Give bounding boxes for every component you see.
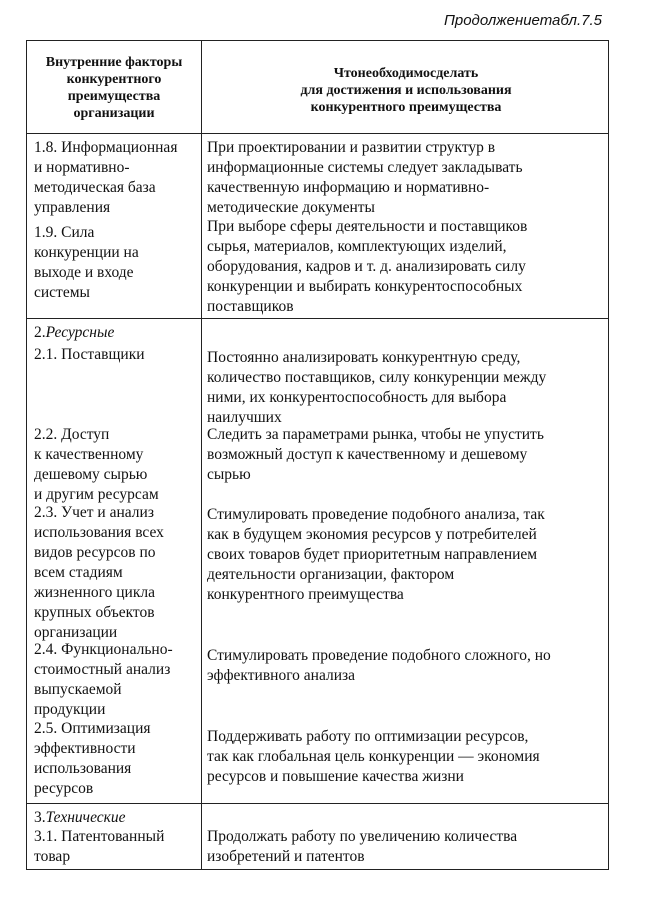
text-line: выпускаемой [34, 681, 122, 698]
section-number: 3. [34, 809, 46, 826]
text-line: 2.4. Функционально- [34, 641, 173, 658]
text-line: товар [34, 848, 71, 865]
action-2-5 [207, 727, 602, 787]
section-number: 2. [34, 324, 46, 341]
action-1-8 [207, 138, 602, 218]
text-line: выходе и входе [34, 264, 134, 281]
text-line: 2.1. Поставщики [34, 346, 145, 363]
text-line: 2.3. Учет и анализ [34, 504, 154, 521]
section-divider-1 [27, 318, 608, 319]
text-line: При проектировании и развитии структур в [207, 139, 496, 156]
factor-1-9 [34, 223, 202, 303]
text-line: информационные системы следует закладывать [207, 159, 523, 176]
text-line: организации [34, 624, 118, 641]
factor-3-1 [34, 827, 202, 867]
text-line: качественную информацию и нормативно- [207, 179, 490, 196]
section-title: Технические [45, 809, 126, 826]
text-line: дешевому сырью [34, 466, 148, 483]
text-line: При выборе сферы деятельности и поставщиков [207, 218, 528, 235]
text-line: управления [34, 199, 111, 216]
text-line: возможный доступ к качественному и дешевому [207, 446, 528, 463]
text-line: стоимостный анализ [34, 661, 171, 678]
header-line: организации [73, 106, 155, 121]
text-line: к качественному [34, 446, 144, 463]
action-2-1 [207, 348, 602, 428]
text-line: всем стадиям [34, 564, 123, 581]
action-1-9 [207, 217, 602, 317]
header-line: для достижения и использования [300, 83, 512, 98]
header-line: конкурентного преимущества [310, 100, 502, 115]
text-line: Стимулировать проведение подобного сложного, но [207, 647, 551, 664]
text-line: так как глобальная цель конкуренции — экономия [207, 748, 540, 765]
text-line: сырью [207, 466, 251, 483]
factor-1-8 [34, 138, 202, 218]
factor-2-3 [34, 503, 202, 643]
text-line: 1.8. Информационная [34, 139, 178, 156]
text-line: ними, их конкурентоспособность для выбора [207, 389, 507, 406]
factor-2-4 [34, 640, 202, 720]
text-line: крупных объектов [34, 604, 155, 621]
text-line: и другим ресурсам [34, 486, 159, 503]
text-line: Постоянно анализировать конкурентную среду, [207, 349, 521, 366]
factor-2-2 [34, 425, 202, 505]
header-line: преимущества [67, 89, 161, 104]
text-line: 1.9. Сила [34, 224, 95, 241]
text-line: Поддерживать работу по оптимизации ресурсов, [207, 728, 529, 745]
header-divider [27, 133, 608, 134]
text-line: сырья, материалов, комплектующих изделий, [207, 238, 507, 255]
text-line: 3.1. Патентованный [34, 828, 165, 845]
action-3-1 [207, 827, 602, 867]
text-line: поставщиков [207, 298, 294, 315]
header-line: конкурентного [66, 72, 162, 87]
factor-2-1 [34, 345, 202, 365]
action-2-2 [207, 425, 602, 485]
text-line: использования [34, 760, 132, 777]
section-title: Ресурсные [45, 324, 115, 341]
text-line: системы [34, 284, 90, 301]
text-line: видов ресурсов по [34, 544, 156, 561]
section-divider-2 [27, 803, 608, 804]
text-line: использования всех [34, 524, 164, 541]
text-line: наилучших [207, 409, 282, 426]
text-line: Стимулировать проведение подобного анализа, так [207, 506, 545, 523]
text-line: Продолжать работу по увеличению количества [207, 828, 518, 845]
text-line: ресурсов [34, 780, 94, 797]
table-caption: Продолжениетабл.7.5 [443, 12, 602, 29]
text-line: деятельности организации, фактором [207, 566, 455, 583]
text-line: методическая база [34, 179, 156, 196]
text-line: продукции [34, 701, 106, 718]
action-2-4 [207, 646, 602, 686]
factors-table [26, 40, 609, 870]
text-line: жизненного цикла [34, 584, 155, 601]
text-line: ресурсов и повышение качества жизни [207, 768, 464, 785]
text-line: 2.5. Оптимизация [34, 720, 151, 737]
text-line: оборудования, кадров и т. д. анализировать силу [207, 258, 526, 275]
text-line: изобретений и патентов [207, 848, 365, 865]
text-line: конкуренции на [34, 244, 139, 261]
text-line: и нормативно- [34, 159, 130, 176]
text-line: 2.2. Доступ [34, 426, 110, 443]
header-col-actions [202, 65, 610, 116]
header-col-factors [27, 54, 201, 122]
header-line: Чтонеобходимосделать [333, 66, 479, 81]
section-title-resources [34, 323, 202, 343]
action-2-3 [207, 505, 602, 605]
section-title-technical [34, 808, 202, 828]
text-line: своих товаров будет приоритетным направлением [207, 546, 538, 563]
text-line: эффективного анализа [207, 667, 356, 684]
text-line: как в будущем экономия ресурсов у потребителей [207, 526, 537, 543]
text-line: конкуренции и выбирать конкурентоспособных [207, 278, 523, 295]
text-line: конкурентного преимущества [207, 586, 404, 603]
text-line: методические документы [207, 199, 375, 216]
factor-2-5 [34, 719, 202, 799]
text-line: Следить за параметрами рынка, чтобы не упустить [207, 426, 544, 443]
text-line: эффективности [34, 740, 136, 757]
text-line: количество поставщиков, силу конкуренции между [207, 369, 547, 386]
header-line: Внутренние факторы [45, 55, 183, 70]
